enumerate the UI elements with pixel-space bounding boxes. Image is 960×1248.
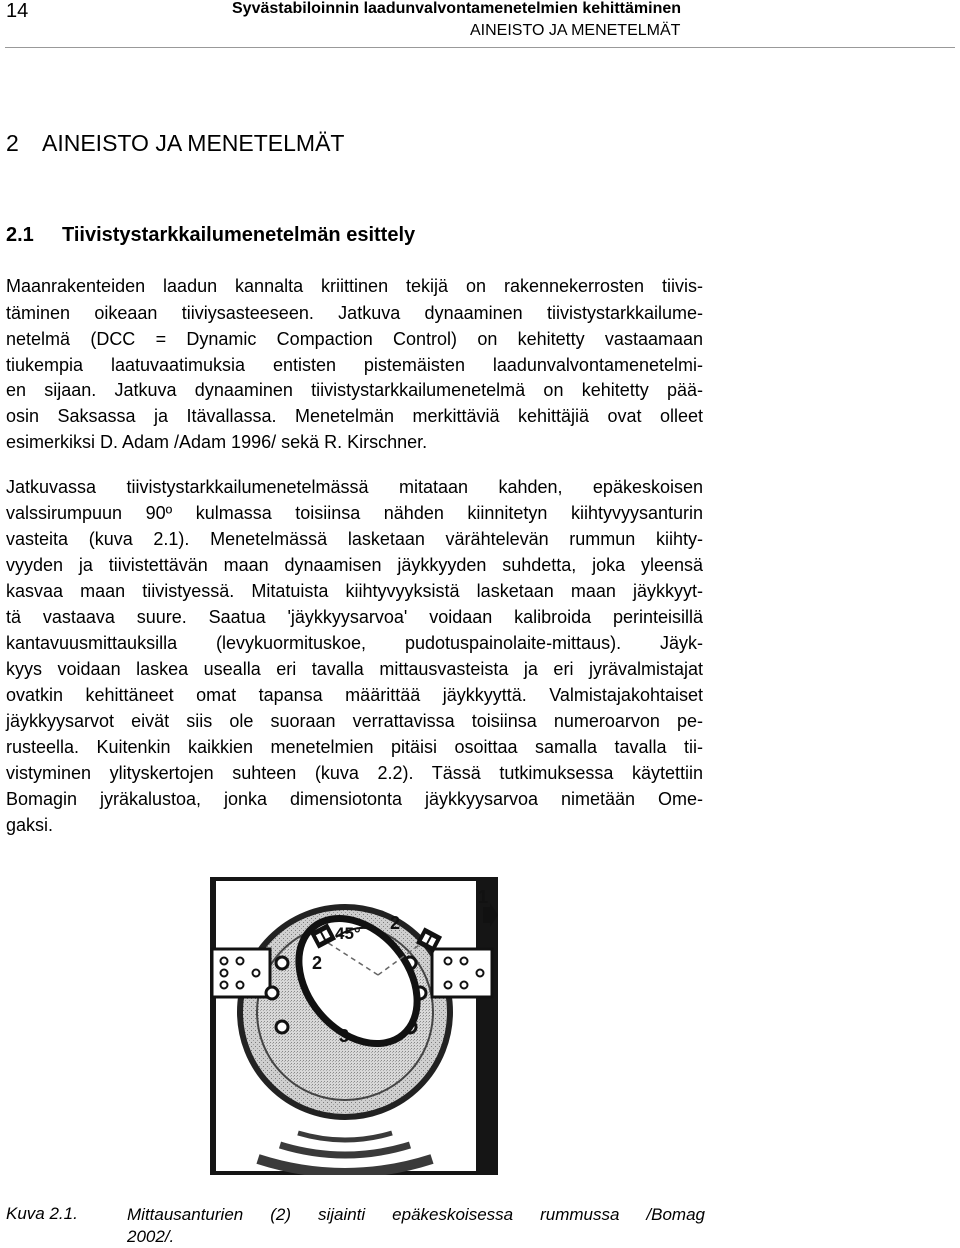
section-title: Tiivistystarkkailumenetelmän esittely — [62, 224, 416, 246]
chapter-heading — [6, 130, 344, 157]
text-line: Maanrakenteiden laadun kannalta kriittinen tekijä on rakennekerrosten tiivis- — [6, 276, 703, 296]
text-line: osin Saksassa ja Itävallassa. Menetelmän merkittäviä kehittäjiä ovat olleet — [6, 406, 703, 426]
label-3: 3 — [339, 1026, 350, 1046]
chapter-title: AINEISTO JA MENETELMÄT — [42, 130, 345, 156]
caption-line-1: Mittausanturien (2) sijainti epäkeskoisessa rummussa /Bomag — [127, 1205, 705, 1224]
page-number: 14 — [6, 0, 29, 22]
text-line: esimerkiksi D. Adam /Adam 1996/ sekä R. Kirschner. — [6, 432, 428, 452]
text-line: netelmä (DCC = Dynamic Compaction Control) on kehitetty vastaamaan — [6, 329, 703, 349]
running-header-title: Syvästabiloinnin laadunvalvontamenetelmien kehittäminen — [232, 0, 682, 17]
text-line: ovatkin kehittäneet omat tapansa määrittää jäykkyyttä. Valmistajakohtaiset — [6, 685, 703, 705]
text-line: vistyminen ylityskertojen suhteen (kuva 2.2). Tässä tutkimuksessa käytettiin — [6, 763, 703, 783]
drum-diagram — [210, 877, 498, 1175]
caption-line-2: 2002/. — [127, 1227, 175, 1246]
text-line: tiukempia laatuvaatimuksia entisten pistemäisten laadunvalvontamenetelmi- — [6, 355, 703, 375]
text-line: valssirumpuun 90º kulmassa toisiinsa nähden kiinnitetyn kiihtyvyysanturin — [6, 503, 703, 523]
text-line: Jatkuvassa tiivistystarkkailumenetelmässä mitataan kahden, epäkeskoisen — [6, 477, 703, 497]
header-divider — [5, 47, 955, 48]
section-number: 2.1 — [6, 224, 34, 246]
text-line: täminen oikeaan tiiviysasteeseen. Jatkuva dynaaminen tiivistystarkkailume- — [6, 303, 703, 323]
text-line: gaksi. — [6, 815, 54, 835]
text-line: kasvaa maan tiivistyessä. Mitatuista kiihtyvyyksistä lasketaan maan jäykkyyt- — [6, 581, 703, 601]
text-line: tä vastaava suure. Saatua 'jäykkyysarvoa' voidaan kalibroida perinteisillä — [6, 607, 703, 627]
text-line: Bomagin jyräkalustoa, jonka dimensiotonta jäykkyysarvoa nimetään Ome- — [6, 789, 703, 809]
label-2-left: 2 — [312, 953, 323, 973]
label-2-right: 2 — [390, 913, 401, 933]
text-line: en sijaan. Jatkuva dynaaminen tiivistystarkkailumenetelmä on kehitetty pää- — [6, 380, 703, 400]
text-line: vyyden ja tiivistettävän maan dynaamisen jäykkyyden suhdetta, joka yleensä — [6, 555, 703, 575]
figure-drum-sensors — [210, 877, 498, 1175]
text-line: vasteita (kuva 2.1). Menetelmässä lasketaan värähtelevän rummun kiihty- — [6, 529, 703, 549]
running-header-section: AINEISTO JA MENETELMÄT — [470, 22, 681, 39]
label-angle: 45° — [335, 924, 361, 943]
chapter-number: 2 — [6, 130, 19, 156]
axle-plate-right — [432, 949, 492, 997]
figure-caption-label: Kuva 2.1. — [6, 1204, 78, 1223]
figure-caption — [127, 1204, 705, 1248]
text-line: rusteella. Kuitenkin kaikkien menetelmien pitäisi osoittaa samalla tavalla tii- — [6, 737, 703, 757]
label-1: 1 — [478, 887, 489, 907]
text-line: kantavuusmittauksilla (levykuormituskoe, pudotuspainolaite-mittaus). Jäyk- — [6, 633, 703, 653]
text-line: jäykkyysarvot eivät siis ole suoraan verrattavissa toisiinsa numeroarvon pe- — [6, 711, 703, 731]
text-line: kyys voidaan laskea usealla eri tavalla mittausvasteista ja eri jyrävalmistajat — [6, 659, 703, 679]
section-heading — [6, 224, 415, 247]
axle-plate-left — [212, 949, 270, 997]
